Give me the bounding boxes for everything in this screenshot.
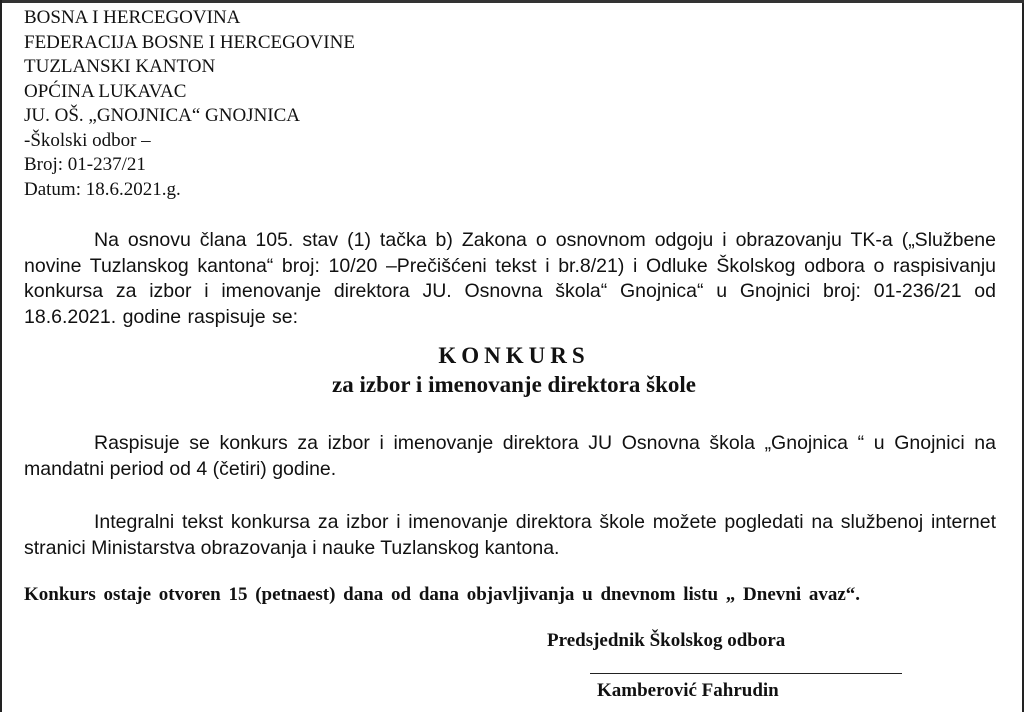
header-line-federation: FEDERACIJA BOSNE I HERCEGOVINE	[24, 31, 355, 53]
header-line-board: -Školski odbor –	[24, 129, 151, 151]
document-subtitle: za izbor i imenovanje direktora škole	[332, 372, 696, 397]
signatory-name: Kamberović Fahrudin	[597, 680, 779, 701]
header-line-number: Broj: 01-237/21	[24, 154, 146, 175]
document-header	[24, 6, 355, 202]
body-paragraph-1: Raspisuje se konkurs za izbor i imenovanje direktora JU Osnovna škola „Gnojnica “ u Gnojnici na mandatni period od 4 (četiri) godine.	[24, 432, 996, 480]
header-line-canton: TUZLANSKI KANTON	[24, 56, 216, 77]
header-line-date: Datum: 18.6.2021.g.	[24, 178, 181, 200]
body-paragraph-2: Integralni tekst konkursa za izbor i imenovanje direktora škole možete pogledati na službenoj internet stranici Ministarstva obrazovanja i nauke Tuzlanskog kantona.	[24, 511, 996, 559]
document-title: KONKURS	[438, 343, 590, 368]
signature-line	[590, 673, 902, 674]
deadline-notice: Konkurs ostaje otvoren 15 (petnaest) dana od dana objavljivanja u dnevnom listu „ Dnevni avaz“.	[24, 584, 861, 605]
signatory-role: Predsjednik Školskog odbora	[547, 630, 786, 651]
top-border	[2, 0, 1024, 3]
header-line-school: JU. OŠ. „GNOJNICA“ GNOJNICA	[24, 105, 301, 126]
header-line-country: BOSNA I HERCEGOVINA	[24, 7, 241, 28]
intro-paragraph: Na osnovu člana 105. stav (1) tačka b) Zakona o osnovnom odgoju i obrazovanju TK-a („Službene novine Tuzlanskog kantona“ broj: 10/20 –Prečišćeni tekst i br.8/21) i Odluke Školskog odbora o raspisivanju konkursa za izbor i imenovanje direktora JU. Osnovna škola“ Gnojnica“ u Gnojnici broj: 01-236/21 od 18.6.2021. godine raspisuje se:	[24, 229, 996, 328]
header-line-municipality: OPĆINA LUKAVAC	[24, 80, 187, 102]
